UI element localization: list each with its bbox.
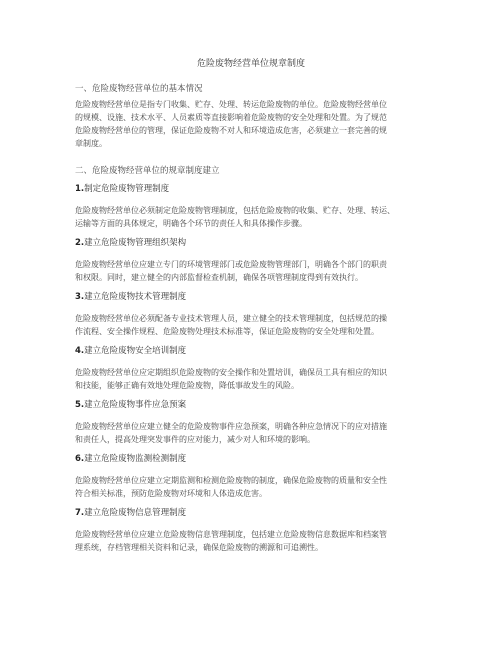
- item-paragraph-3: [75, 312, 435, 338]
- item-number: 1.: [75, 184, 85, 194]
- section-paragraph-basic-info: [75, 98, 435, 150]
- item-title: 建立危险废物信息管理制度: [84, 508, 187, 518]
- item-heading-3: [75, 292, 186, 303]
- item-heading-2: [75, 238, 186, 249]
- paragraph-line: 理系统，存档管理相关资料和记录，确保危险废物的溯源和可追溯性。: [75, 543, 323, 552]
- item-paragraph-5: [75, 420, 435, 446]
- section-heading-basic-info: 一、危险废物经营单位的基本情况: [75, 84, 203, 94]
- paragraph-line: 危险废物经营单位必须配备专业技术管理人员，建立健全的技术管理制度，包括规范的操: [75, 314, 387, 323]
- item-heading-7: [75, 508, 186, 519]
- item-heading-5: [75, 400, 186, 411]
- section-heading-regulations: 二、危险废物经营单位的规章制度建立: [75, 166, 220, 176]
- item-paragraph-1: [75, 204, 435, 230]
- paragraph-line: 和权限。同时，建立健全的内部监督检查机制，确保各项管理制度得到有效执行。: [75, 273, 363, 282]
- paragraph-line: 危险废物经营单位必须制定危险废物管理制度，包括危险废物的收集、贮存、处理、转运、: [75, 206, 395, 215]
- paragraph-line: 作流程、安全操作规程、危险废物处理技术标准等，保证危险废物的安全处理和处置。: [75, 327, 379, 336]
- item-number: 4.: [75, 346, 85, 356]
- item-number: 3.: [75, 292, 85, 302]
- paragraph-line: 和技能，能够正确有效地处理危险废物，降低事故发生的风险。: [75, 381, 299, 390]
- item-title: 建立危险废物安全培训制度: [84, 346, 187, 356]
- document-title: 危险废物经营单位规章制度: [196, 59, 305, 69]
- paragraph-line: 危险废物经营单位是指专门收集、贮存、处理、转运危险废物的单位。危险废物经营单位: [75, 100, 387, 109]
- paragraph-line: 危险废物经营单位应建立专门的环境管理部门或危险废物管理部门，明确各个部门的职责: [75, 260, 387, 269]
- paragraph-line: 的规模、设施、技术水平、人员素质等直接影响着危险废物的安全处理和处置。为了规范: [75, 113, 387, 122]
- paragraph-line: 章制度。: [75, 139, 107, 148]
- item-paragraph-4: [75, 366, 435, 392]
- paragraph-line: 危险废物经营单位应建立健全的危险废物事件应急预案，明确各种应急情况下的应对措施: [75, 422, 387, 431]
- paragraph-line: 危险废物经营单位应建立定期监测和检测危险废物的制度，确保危险废物的质量和安全性: [75, 476, 387, 485]
- item-number: 2.: [75, 238, 85, 248]
- paragraph-line: 危险废物经营单位的管理，保证危险废物不对人和环境造成危害，必须建立一套完善的规: [75, 126, 387, 135]
- item-title: 建立危险废物技术管理制度: [84, 292, 187, 302]
- item-title: 建立危险废物监测检测制度: [84, 454, 187, 464]
- item-title: 建立危险废物事件应急预案: [84, 400, 187, 410]
- item-paragraph-6: [75, 474, 435, 500]
- item-title: 建立危险废物管理组织架构: [84, 238, 187, 248]
- item-heading-6: [75, 454, 186, 465]
- paragraph-line: 危险废物经营单位应建立危险废物信息管理制度，包括建立危险废物信息数据库和档案管: [75, 530, 387, 539]
- item-heading-4: [75, 346, 186, 357]
- paragraph-line: 符合相关标准，预防危险废物对环境和人体造成危害。: [75, 489, 267, 498]
- item-number: 5.: [75, 400, 85, 410]
- item-number: 7.: [75, 508, 85, 518]
- paragraph-line: 和责任人，提高处理突发事件的应对能力，减少对人和环境的影响。: [75, 435, 315, 444]
- item-title: 制定危险废物管理制度: [84, 184, 170, 194]
- paragraph-line: 运输等方面的具体规定，明确各个环节的责任人和具体操作步骤。: [75, 219, 307, 228]
- paragraph-line: 危险废物经营单位应定期组织危险废物的安全操作和处置培训，确保员工具有相应的知识: [75, 368, 387, 377]
- item-paragraph-2: [75, 258, 435, 284]
- item-heading-1: [75, 184, 169, 195]
- item-paragraph-7: [75, 528, 435, 554]
- item-number: 6.: [75, 454, 85, 464]
